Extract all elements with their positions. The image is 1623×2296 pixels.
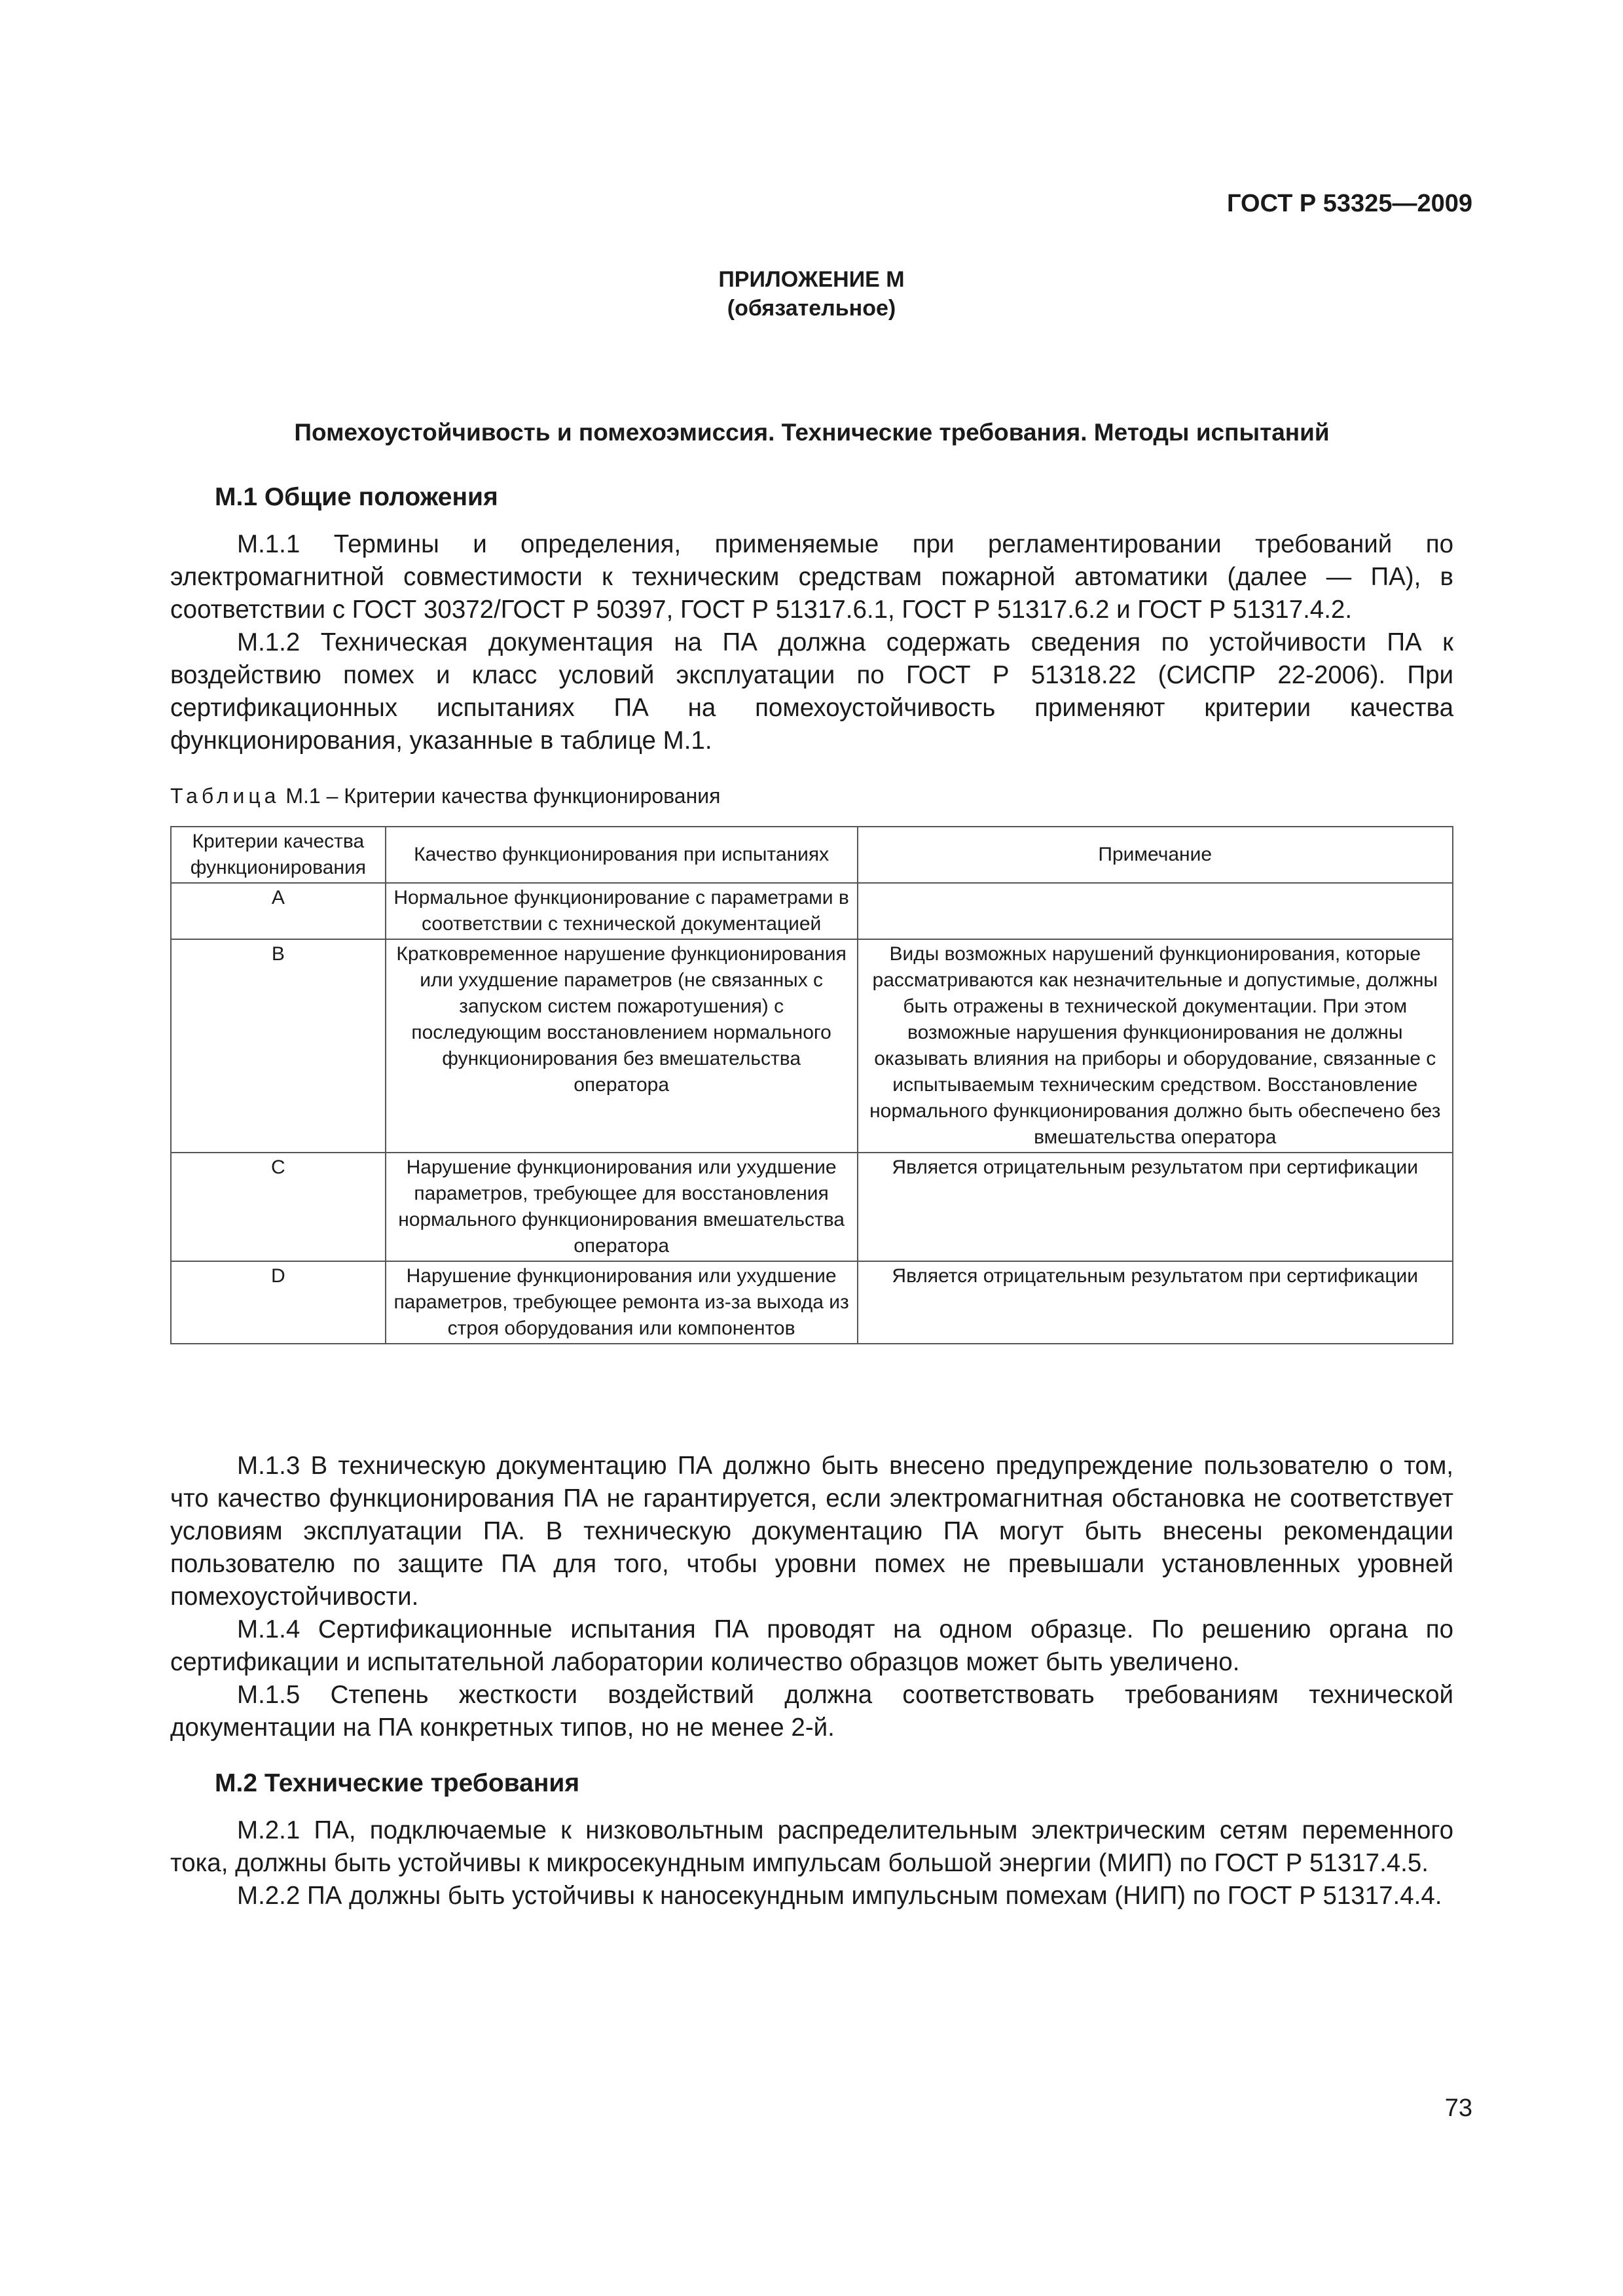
paragraph-m-1-5: М.1.5 Степень жесткости воздействий должна соответствовать требованиям технической документации на ПА конкретных типов, но не менее 2-й. — [170, 1681, 1453, 1742]
table-header-row — [171, 827, 1453, 883]
table-row — [171, 1261, 1453, 1344]
cell-quality: Кратковременное нарушение функционирования или ухудшение параметров (не связанных с запуском систем пожаротушения) с последующим восстановлением нормального функционирования без вмешательства оператора — [386, 939, 858, 1153]
table-caption — [170, 784, 720, 808]
appendix-heading — [0, 265, 1623, 323]
paragraph-m-2-2: М.2.2 ПА должны быть устойчивы к наносекундным импульсным помехам (НИП) по ГОСТ Р 51317.4.4. — [237, 1882, 1442, 1910]
paragraph-m-1-2: М.1.2 Техническая документация на ПА должна содержать сведения по устойчивости ПА к воздействию помех и класс условий эксплуатации по ГОСТ Р 51318.22 (СИСПР 22-2006). При сертификационных испытаниях ПА на помехоустойчивость применяют критерии качества функционирования, указанные в таблице М.1. — [170, 628, 1453, 755]
document-code: ГОСТ Р 53325—2009 — [1227, 190, 1472, 217]
section-technical-requirements — [170, 1767, 1453, 1912]
section-general — [170, 481, 1453, 757]
paragraph-m-1-3: М.1.3 В техническую документацию ПА должно быть внесено предупреждение пользователю о том, что качество функционирования ПА не гарантируется, если электромагнитная обстановка не соответствует условиям эксплуатации ПА. В техническую документацию ПА могут быть внесены рекомендации пользователю по защите ПА для того, чтобы уровни помех не превышали установленных уровней помехоустойчивости. — [170, 1452, 1453, 1611]
header-note: Примечание — [858, 827, 1453, 883]
header-quality: Качество функционирования при испытаниях — [386, 827, 858, 883]
cell-criterion: C — [171, 1153, 386, 1261]
cell-note — [858, 883, 1453, 939]
paragraph-m-1-1: М.1.1 Термины и определения, применяемые при регламентировании требований по электромагнитной совместимости к техническим средствам пожарной автоматики (далее — ПА), в соответствии с ГОСТ 30372/ГОСТ Р 50397, ГОСТ Р 51317.6.1, ГОСТ Р 51317.6.2 и ГОСТ Р 51317.4.2. — [170, 530, 1453, 624]
cell-note: Является отрицательным результатом при сертификации — [858, 1153, 1453, 1261]
table-row — [171, 883, 1453, 939]
section-general-continued — [170, 1450, 1453, 1744]
main-title: Помехоустойчивость и помехоэмиссия. Технические требования. Методы испытаний — [294, 419, 1330, 446]
section-title-technical-requirements: М.2 Технические требования — [215, 1769, 580, 1797]
appendix-status: (обязательное) — [727, 296, 896, 321]
paragraph-m-2-1: М.2.1 ПА, подключаемые к низковольтным распределительным электрическим сетям переменного тока, должны быть устойчивы к микросекундным импульсам большой энергии (МИП) по ГОСТ Р 51317.4.5. — [170, 1816, 1453, 1877]
cell-criterion: B — [171, 939, 386, 1153]
paragraph-m-1-4: М.1.4 Сертификационные испытания ПА проводят на одном образце. По решению органа по сертификации и испытательной лаборатории количество образцов может быть увеличено. — [170, 1615, 1453, 1676]
header-criteria: Критерии качества функционирования — [171, 827, 386, 883]
section-title-general: М.1 Общие положения — [215, 483, 498, 511]
page-number: 73 — [1444, 2094, 1472, 2122]
cell-note: Виды возможных нарушений функционирования, которые рассматриваются как незначительные и допустимые, должны быть отражены в технической документации. При этом возможные нарушения функционирования не должны оказывать влияния на приборы и оборудование, связанные с испытываемым техническим средством. Восстановление нормального функционирования должно быть обеспечено без вмешательства оператора — [858, 939, 1453, 1153]
table-caption-text: М.1 – Критерии качества функционирования — [280, 784, 721, 808]
cell-criterion: D — [171, 1261, 386, 1344]
cell-quality: Нарушение функционирования или ухудшение параметров, требующее ремонта из-за выхода из строя оборудования или компонентов — [386, 1261, 858, 1344]
table-row — [171, 939, 1453, 1153]
cell-note: Является отрицательным результатом при сертификации — [858, 1261, 1453, 1344]
table-caption-prefix: Таблица — [170, 784, 280, 808]
appendix-label: ПРИЛОЖЕНИЕ М — [718, 267, 905, 292]
criteria-table — [170, 826, 1453, 1344]
cell-quality: Нарушение функционирования или ухудшение параметров, требующее для восстановления нормального функционирования вмешательства оператора — [386, 1153, 858, 1261]
table-row — [171, 1153, 1453, 1261]
cell-criterion: A — [171, 883, 386, 939]
cell-quality: Нормальное функционирование с параметрами в соответствии с технической документацией — [386, 883, 858, 939]
